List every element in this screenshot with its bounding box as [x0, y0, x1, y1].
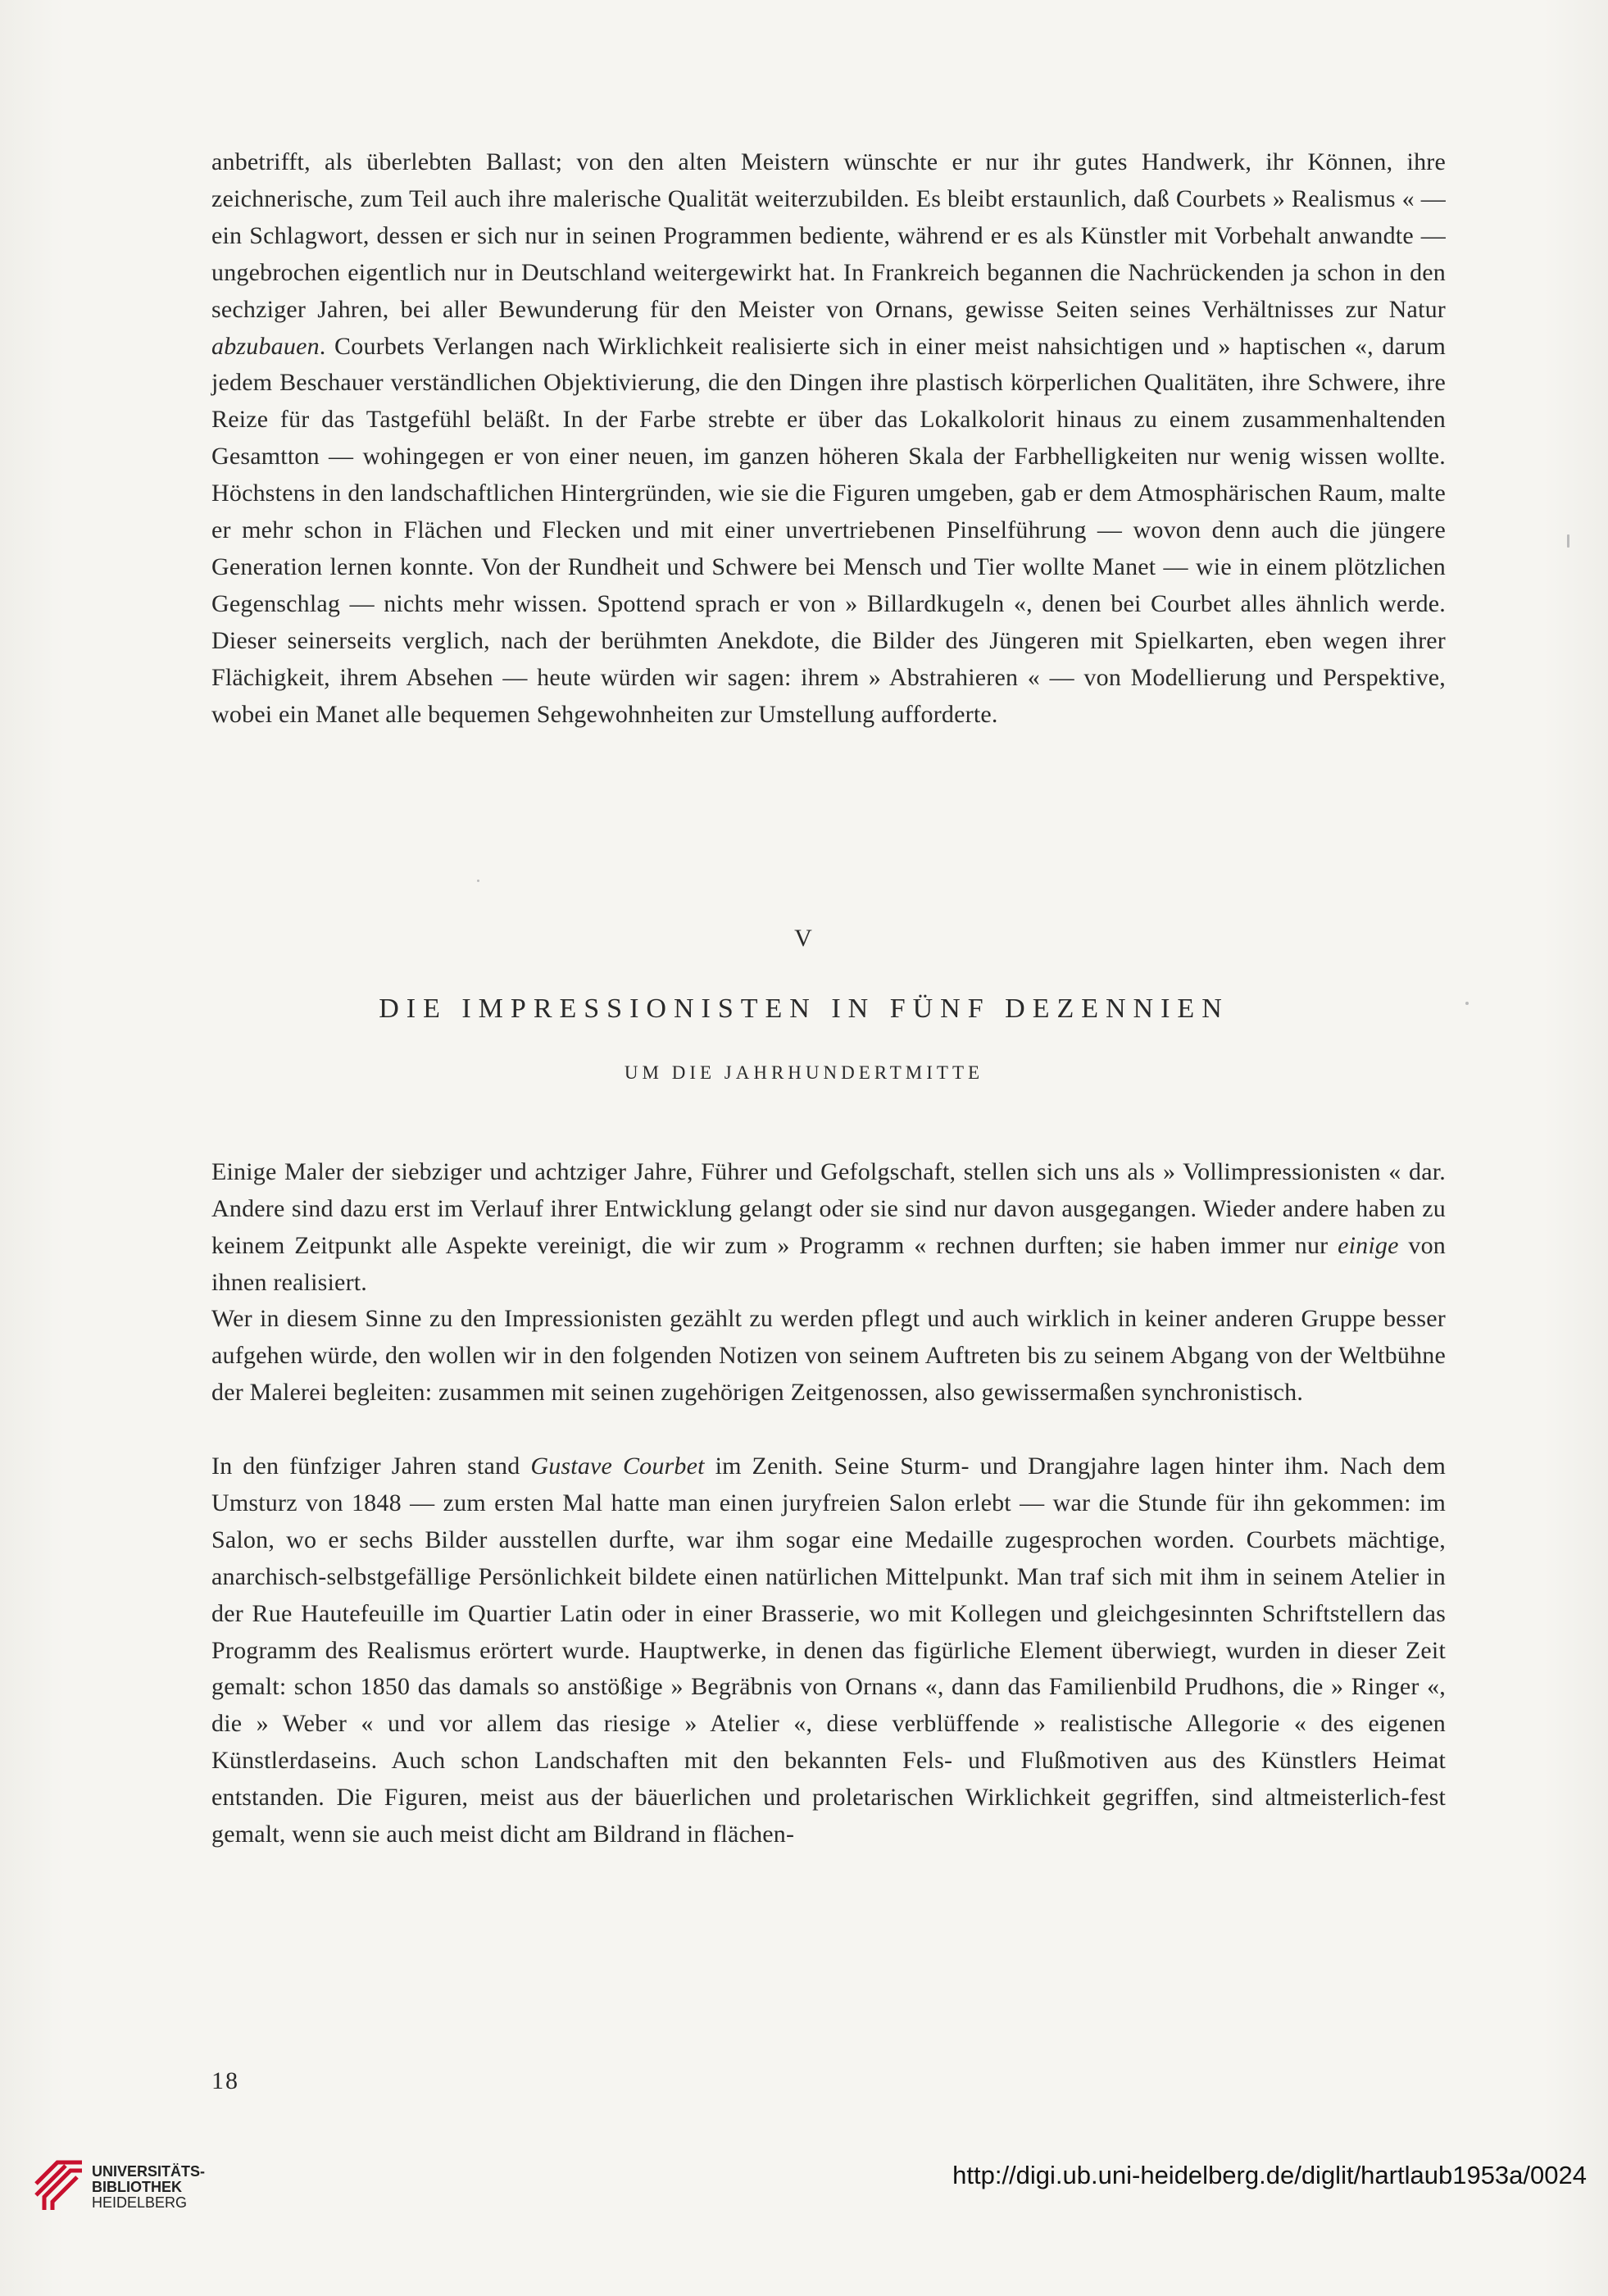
body-paragraph-1 [211, 144, 1446, 734]
chapter-number: V [794, 925, 814, 952]
ub-heidelberg-logo-icon [33, 2159, 85, 2213]
paragraph-text: . Courbets Verlangen nach Wirklichkeit realisierte sich in einer meist nahsichtigen und » haptischen «, darum jedem Beschauer verständlichen Objektivierung, die den Dingen ihre plastisch körperlichen Qualitäten, ihre Schwere, ihre Reize für das Tastgefühl beläßt. In der Farbe strebte er über das Lokalkolorit hinaus zu einem zusammenhaltenden Gesamtton — wohingegen er von einer neuen, im ganzen höheren Skala der Farbhelligkeiten nur wenig wissen wollte. Höchstens in den landschaftlichen Hintergründen, wie sie die Figuren umgeben, gab er dem Atmosphärischen Raum, malte er mehr schon in Flächen und Flecken und mit einer unvertriebenen Pinselführung — wovon denn auch die jüngere Generation lernen konnte. Von der Rundheit und Schwere bei Mensch und Tier wollte Manet — wie in einem plötzlichen Gegenschlag — nichts mehr wissen. Spottend sprach er von » Billardkugeln «, denen bei Courbet alles ähnlich werde. Dieser seinerseits verglich, nach der berühmten Anekdote, die Bilder des Jüngeren mit Spielkarten, eben wegen ihrer Flächigkeit, ihrem Absehen — heute würden wir sagen: ihrem » Abstrahieren « — von Modellierung und Perspektive, wobei ein Manet alle bequemen Sehgewohnheiten zur Umstellung aufforderte. [211, 332, 1446, 728]
paragraph-text: im Zenith. Seine Sturm- und Drangjahre lagen hinter ihm. Nach dem Umsturz von 1848 — zum ersten Mal hatte man einen juryfreien Salon erlebt — war die Stunde für ihn gekommen: im Salon, wo er sechs Bilder ausstellen durfte, war ihm sogar eine Medaille zugesprochen worden. Courbets mächtige, anarchisch-selbstgefällige Persönlichkeit bildete einen natürlichen Mittelpunkt. Man traf sich mit ihm in seinem Atelier in der Rue Hautefeuille im Quartier Latin oder in einer Brasserie, wo mit Kollegen und gleichgesinnten Schriftstellern das Programm des Realismus erörtert wurde. Hauptwerke, in denen das figürliche Element überwiegt, wurden in dieser Zeit gemalt: schon 1850 das damals so anstößige » Begräbnis von Ornans «, dann das Familienbild Prudhons, die » Ringer «, die » Weber « und vor allem das riesige » Atelier «, diese verblüffende » realistische Allegorie « des eigenen Künstlerdaseins. Auch schon Landschaften mit den bekannten Fels- und Flußmotiven aus des Künstlers Heimat entstanden. Die Figuren, meist aus der bäuerlichen und proletarischen Wirklichkeit gegriffen, sind altmeisterlich-fest gemalt, wenn sie auch meist dicht am Bildrand in flächen- [211, 1453, 1446, 1848]
library-name-line: HEIDELBERG [92, 2194, 188, 2211]
library-name [92, 2164, 205, 2211]
chapter-title: DIE IMPRESSIONISTEN IN FÜNF DEZENNIEN [379, 993, 1229, 1024]
paragraph-text: anbetrifft, als überlebten Ballast; von den alten Meistern wünschte er nur ihr gutes Handwerk, ihr Können, ihre zeichnerische, zum Teil auch ihre malerische Qualität weiterzubilden. Es bleibt erstaunlich, daß Courbets » Realismus « — ein Schlagwort, dessen er sich nur in seinen Programmen bediente, während er es als Künstler mit Vorbehalt anwandte — ungebrochen eigentlich nur in Deutschland weitergewirkt hat. In Frankreich begannen die Nachrückenden ja schon in den sechziger Jahren, bei aller Bewunderung für den Meister von Ornans, gewisse Seiten seines Verhältnisses zur Natur [211, 148, 1446, 323]
paragraph-text: Einige Maler der siebziger und achtziger Jahre, Führer und Gefolgschaft, stellen sich uns als » Vollimpressionisten « dar. Andere sind dazu erst im Verlauf ihrer Entwicklung gelangt oder sie sind nur davon ausgegangen. Wieder andere haben zu keinem Zeitpunkt alle Aspekte vereinigt, die wir zum » Programm « rechnen durften; sie haben immer nur [211, 1158, 1446, 1259]
emphasis-text: einige [1338, 1231, 1399, 1259]
library-name-line: BIBLIOTHEK [92, 2179, 182, 2195]
paragraph-text: von ihnen realisiert. [211, 1231, 1446, 1296]
body-paragraph-4 [211, 1448, 1446, 1853]
scan-speck [1567, 534, 1569, 548]
emphasis-text: Gustave Courbet [530, 1453, 705, 1480]
paragraph-text: In den fünfziger Jahren stand [211, 1453, 531, 1480]
digitization-footer [0, 2141, 1608, 2296]
page-number: 18 [211, 2067, 239, 2094]
scan-speck [477, 880, 479, 882]
source-url-link[interactable]: http://digi.ub.uni-heidelberg.de/diglit/hartlaub1953a/0024 [952, 2161, 1587, 2189]
scan-speck [1465, 1002, 1469, 1005]
emphasis-text: abzubauen [211, 332, 320, 360]
library-name-line: UNIVERSITÄTS- [92, 2163, 206, 2180]
body-paragraph-3: Wer in diesem Sinne zu den Impressionisten gezählt zu werden pflegt und auch wirklich in keiner anderen Gruppe besser aufgehen würde, den wollen wir in den folgenden Notizen von seinem Auftreten bis zu seinem Abgang von der Weltbühne der Malerei begleiten: zusammen mit seinen zugehörigen Zeitgenossen, also gewissermaßen synchronistisch. [211, 1305, 1446, 1406]
body-paragraph-2 [211, 1154, 1446, 1302]
chapter-subtitle: UM DIE JAHRHUNDERTMITTE [624, 1062, 984, 1083]
